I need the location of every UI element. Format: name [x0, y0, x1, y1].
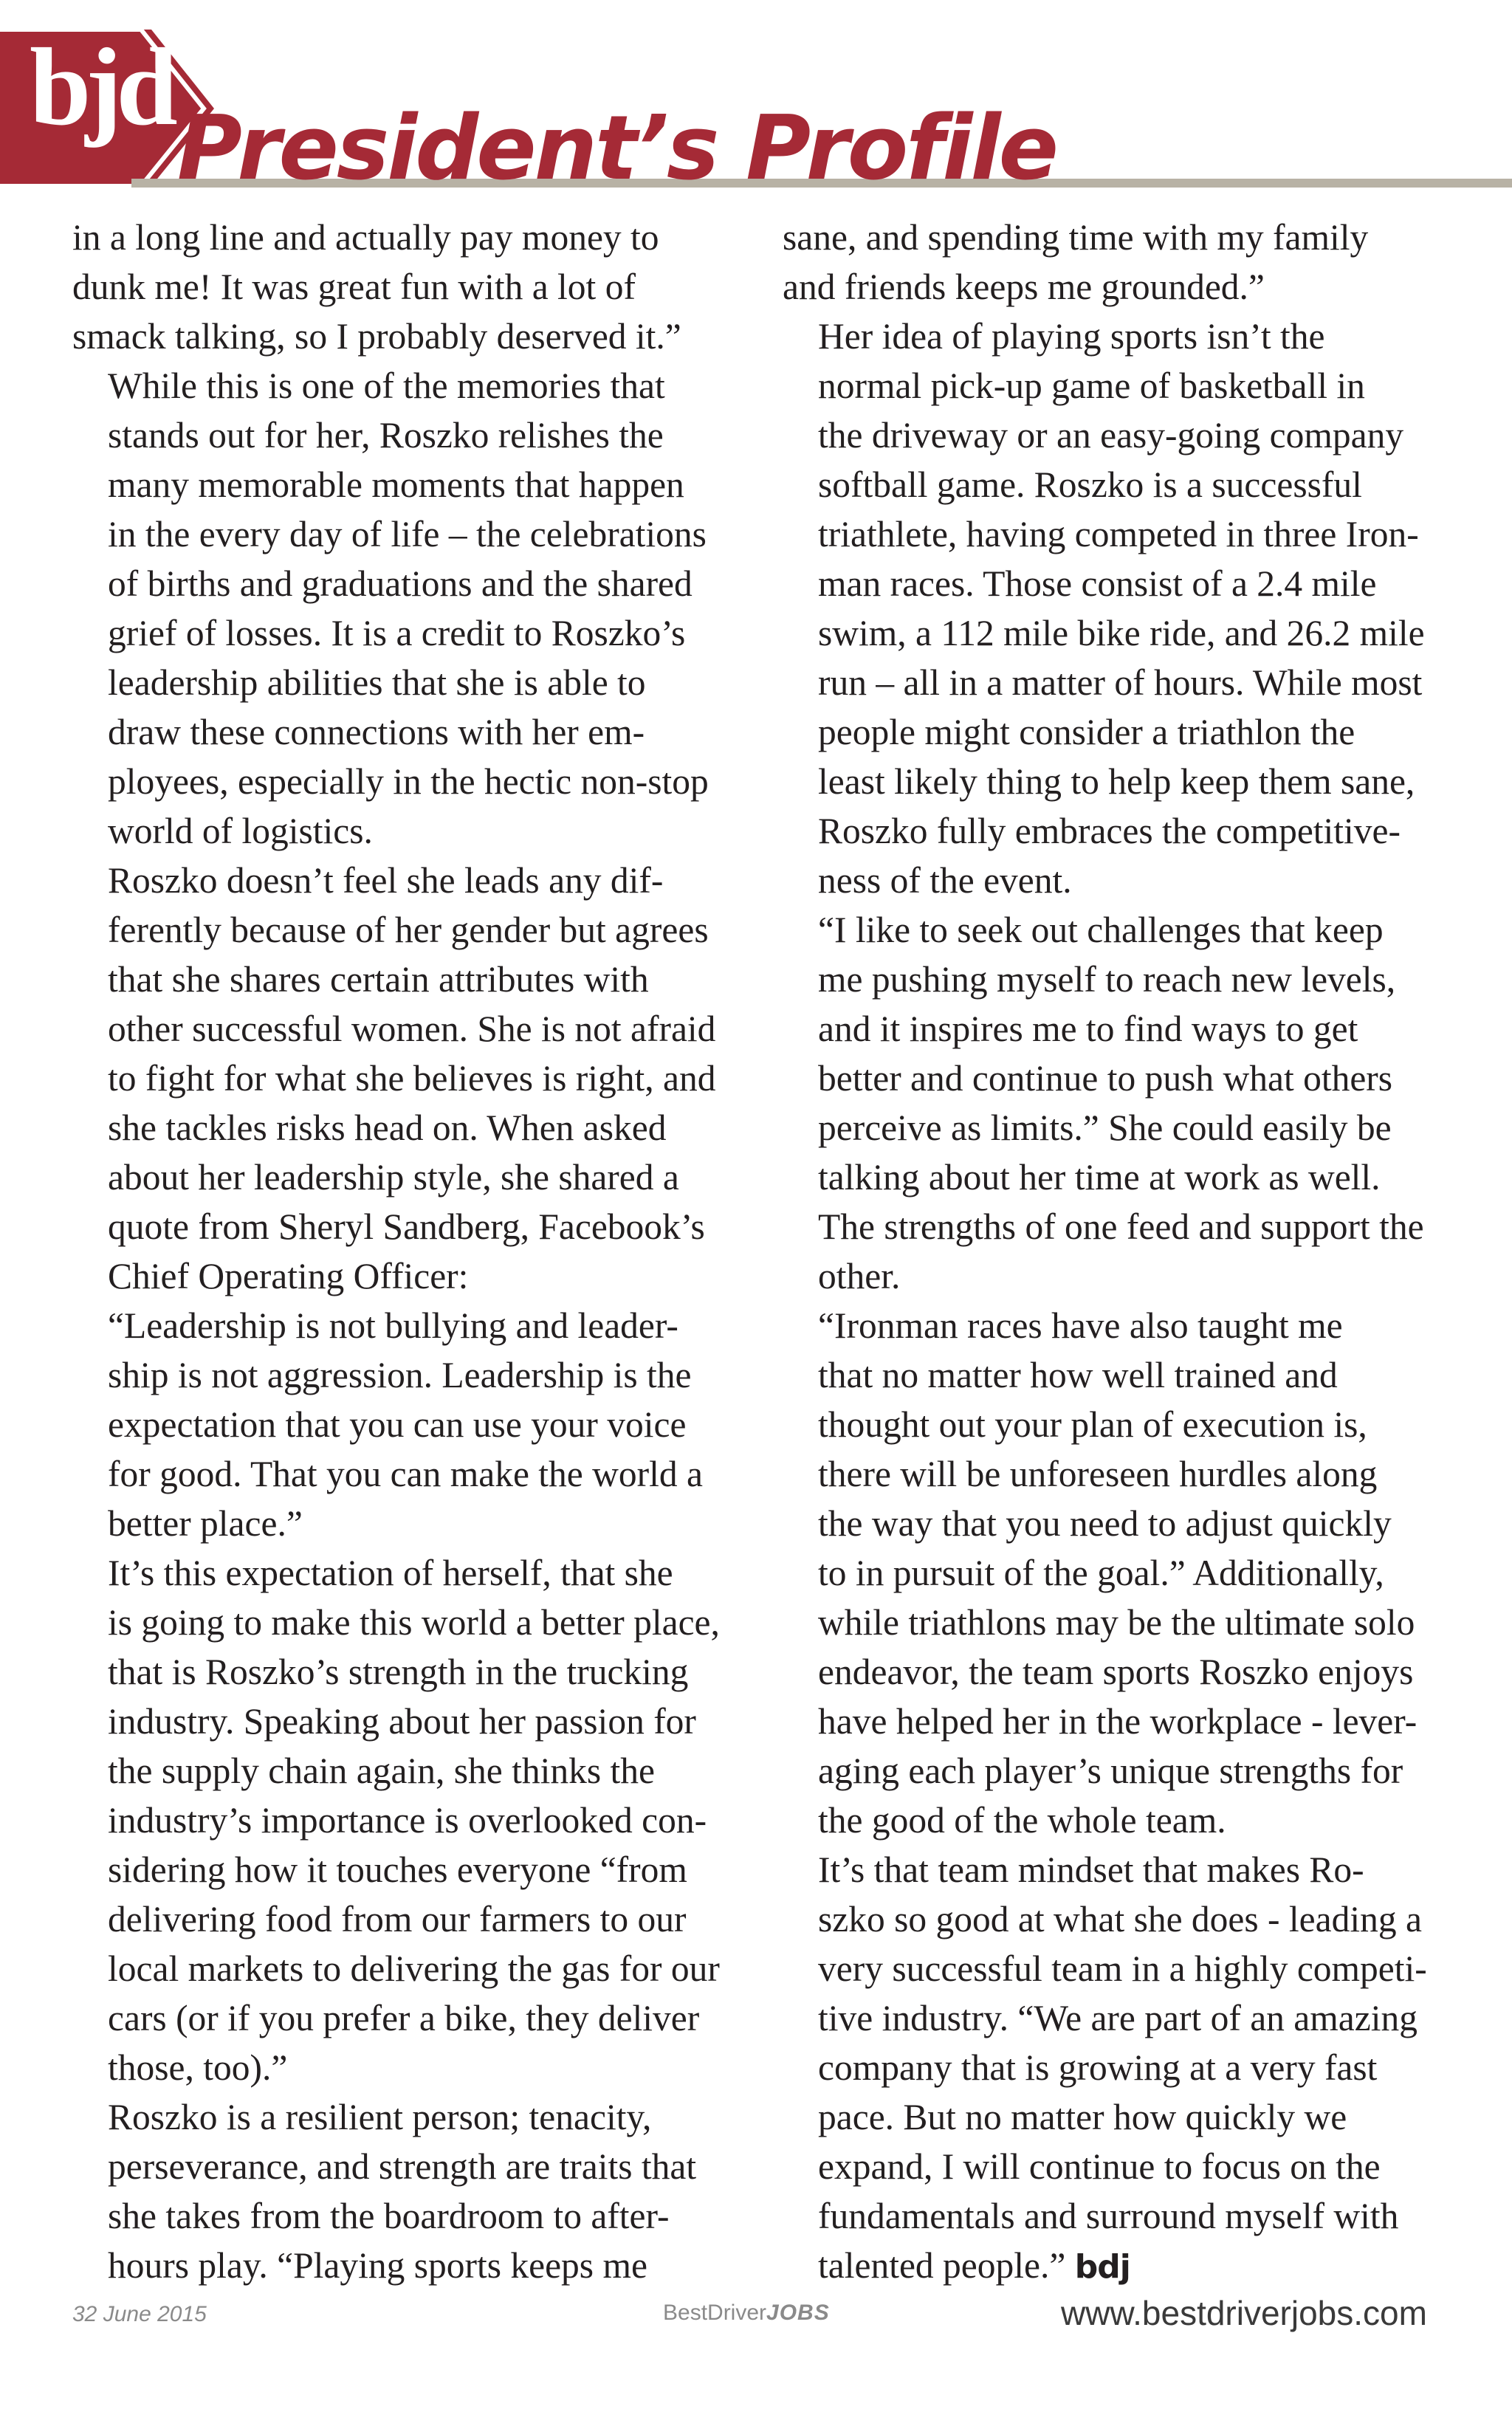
text-line: grief of losses. It is a credit to Roszko’s — [108, 613, 686, 653]
text-line: better place.” — [108, 1503, 303, 1544]
text-line: szko so good at what she does - leading a — [818, 1899, 1422, 1939]
text-line: me pushing myself to reach new levels, — [818, 959, 1396, 1000]
text-line: ness of the event. — [818, 860, 1072, 901]
text-line: in a long line and actually pay money to — [72, 217, 659, 258]
footer-brand-suffix: JOBS — [766, 2301, 830, 2325]
page-header — [0, 0, 1512, 200]
text-line: normal pick-up game of basketball in — [818, 365, 1365, 406]
text-line: While this is one of the memories that — [108, 365, 665, 406]
text-line: tive industry. “We are part of an amazing — [818, 1998, 1418, 2038]
text-line: that no matter how well trained and — [818, 1355, 1338, 1395]
text-line: least likely thing to help keep them sane, — [818, 761, 1415, 802]
text-line: quote from Sheryl Sandberg, Facebook’s — [108, 1206, 705, 1247]
text-line: better and continue to push what others — [818, 1058, 1393, 1099]
text-line: industry’s importance is overlooked con- — [108, 1800, 707, 1841]
text-line: cars (or if you prefer a bike, they deliver — [108, 1998, 700, 2038]
text-line: “Ironman races have also taught me — [818, 1305, 1343, 1346]
text-line: softball game. Roszko is a successful — [818, 464, 1362, 505]
text-line: many memorable moments that happen — [108, 464, 684, 505]
text-line: and it inspires me to find ways to get — [818, 1009, 1358, 1049]
text-line: she tackles risks head on. When asked — [108, 1107, 667, 1148]
text-line: those, too).” — [108, 2047, 288, 2088]
article-column-right — [783, 213, 1432, 2292]
text-line: there will be unforeseen hurdles along — [818, 1454, 1378, 1494]
text-line: perseverance, and strength are traits that — [108, 2146, 697, 2187]
article-paragraph — [783, 1845, 1432, 2292]
text-line: dunk me! It was great fun with a lot of — [72, 267, 636, 307]
text-line: man races. Those consist of a 2.4 mile — [818, 563, 1377, 604]
text-line: fundamentals and surround myself with — [818, 2196, 1399, 2236]
bjd-logo-text: bjd — [30, 26, 172, 148]
text-line: endeavor, the team sports Roszko enjoys — [818, 1652, 1414, 1692]
text-line: ferently because of her gender but agrees — [108, 910, 709, 950]
text-line: that is Roszko’s strength in the trucking — [108, 1652, 689, 1692]
text-line: the way that you need to adjust quickly — [818, 1503, 1392, 1544]
page-footer — [0, 2289, 1512, 2348]
text-line: the good of the whole team. — [818, 1800, 1226, 1841]
text-line: The strengths of one feed and support the — [818, 1206, 1424, 1247]
text-line: It’s this expectation of herself, that she — [108, 1553, 673, 1593]
text-line: Roszko is a resilient person; tenacity, — [108, 2097, 652, 2137]
text-line: stands out for her, Roszko relishes the — [108, 415, 664, 456]
text-line: she takes from the boardroom to after- — [108, 2196, 670, 2236]
article-paragraph — [783, 1301, 1432, 1845]
text-line: in the every day of life – the celebrations — [108, 514, 707, 554]
text-line: run – all in a matter of hours. While most — [818, 662, 1423, 703]
text-line: have helped her in the workplace - lever- — [818, 1701, 1418, 1742]
text-line: pace. But no matter how quickly we — [818, 2097, 1347, 2137]
text-line: perceive as limits.” She could easily be — [818, 1107, 1392, 1148]
text-line: “Leadership is not bullying and leader- — [108, 1305, 678, 1346]
article-paragraph — [72, 361, 722, 856]
text-line: company that is growing at a very fast — [818, 2047, 1378, 2088]
text-line: other successful women. She is not afraid — [108, 1009, 716, 1049]
text-line: triathlete, having competed in three Iron- — [818, 514, 1419, 554]
text-line: It’s that team mindset that makes Ro- — [818, 1849, 1364, 1890]
article-paragraph — [783, 905, 1432, 1301]
text-line: sidering how it touches everyone “from — [108, 1849, 687, 1890]
section-title: President’s Profile — [177, 97, 1056, 200]
text-line: talking about her time at work as well. — [818, 1157, 1381, 1198]
article-paragraph — [72, 1301, 722, 1548]
text-line: expectation that you can use your voice — [108, 1404, 687, 1445]
text-line: draw these connections with her em- — [108, 712, 645, 752]
text-line: to fight for what she believes is right, and — [108, 1058, 716, 1099]
text-line: about her leadership style, she shared a — [108, 1157, 679, 1198]
text-line: of births and graduations and the shared — [108, 563, 693, 604]
text-line: world of logistics. — [108, 811, 373, 851]
article-column-left — [72, 213, 722, 2290]
article-paragraph — [72, 2092, 722, 2290]
footer-brand-prefix: BestDriver — [663, 2301, 767, 2325]
footer-brand — [663, 2301, 830, 2326]
text-line: talented people.” bdj — [818, 2245, 1130, 2286]
text-line: and friends keeps me grounded.” — [783, 267, 1265, 307]
article-paragraph — [783, 213, 1432, 312]
text-line: hours play. “Playing sports keeps me — [108, 2245, 647, 2286]
end-mark: bdj — [1074, 2248, 1130, 2286]
text-line: ployees, especially in the hectic non-stop — [108, 761, 709, 802]
text-line: Her idea of playing sports isn’t the — [818, 316, 1325, 357]
article-paragraph — [72, 856, 722, 1301]
text-line: Roszko doesn’t feel she leads any dif- — [108, 860, 664, 901]
text-line: people might consider a triathlon the — [818, 712, 1355, 752]
article-paragraph — [72, 1548, 722, 2092]
text-line: smack talking, so I probably deserved it.” — [72, 316, 681, 357]
text-line: delivering food from our farmers to our — [108, 1899, 687, 1939]
text-line: very successful team in a highly competi- — [818, 1948, 1427, 1989]
text-line: aging each player’s unique strengths for — [818, 1750, 1403, 1791]
text-line: industry. Speaking about her passion for — [108, 1701, 696, 1742]
text-line: ship is not aggression. Leadership is the — [108, 1355, 692, 1395]
text-line: other. — [818, 1256, 901, 1296]
text-line: Chief Operating Officer: — [108, 1256, 469, 1296]
text-line: for good. That you can make the world a — [108, 1454, 703, 1494]
text-line: leadership abilities that she is able to — [108, 662, 646, 703]
text-line: that she shares certain attributes with — [108, 959, 649, 1000]
text-line: thought out your plan of execution is, — [818, 1404, 1367, 1445]
text-line: while triathlons may be the ultimate solo — [818, 1602, 1415, 1643]
website-link[interactable]: www.bestdriverjobs.com — [1061, 2294, 1427, 2332]
article-paragraph — [783, 312, 1432, 905]
text-line: expand, I will continue to focus on the — [818, 2146, 1381, 2187]
text-line: the supply chain again, she thinks the — [108, 1750, 655, 1791]
text-line: to in pursuit of the goal.” Additionally, — [818, 1553, 1384, 1593]
text-line: sane, and spending time with my family — [783, 217, 1369, 258]
text-line: local markets to delivering the gas for our — [108, 1948, 720, 1989]
text-line: “I like to seek out challenges that keep — [818, 910, 1384, 950]
text-line: Roszko fully embraces the competitive- — [818, 811, 1401, 851]
text-line: the driveway or an easy-going company — [818, 415, 1404, 456]
text-line: swim, a 112 mile bike ride, and 26.2 mile — [818, 613, 1425, 653]
article-paragraph — [72, 213, 722, 361]
text-line: is going to make this world a better place, — [108, 1602, 720, 1643]
page-folio: 32 June 2015 — [72, 2302, 207, 2326]
